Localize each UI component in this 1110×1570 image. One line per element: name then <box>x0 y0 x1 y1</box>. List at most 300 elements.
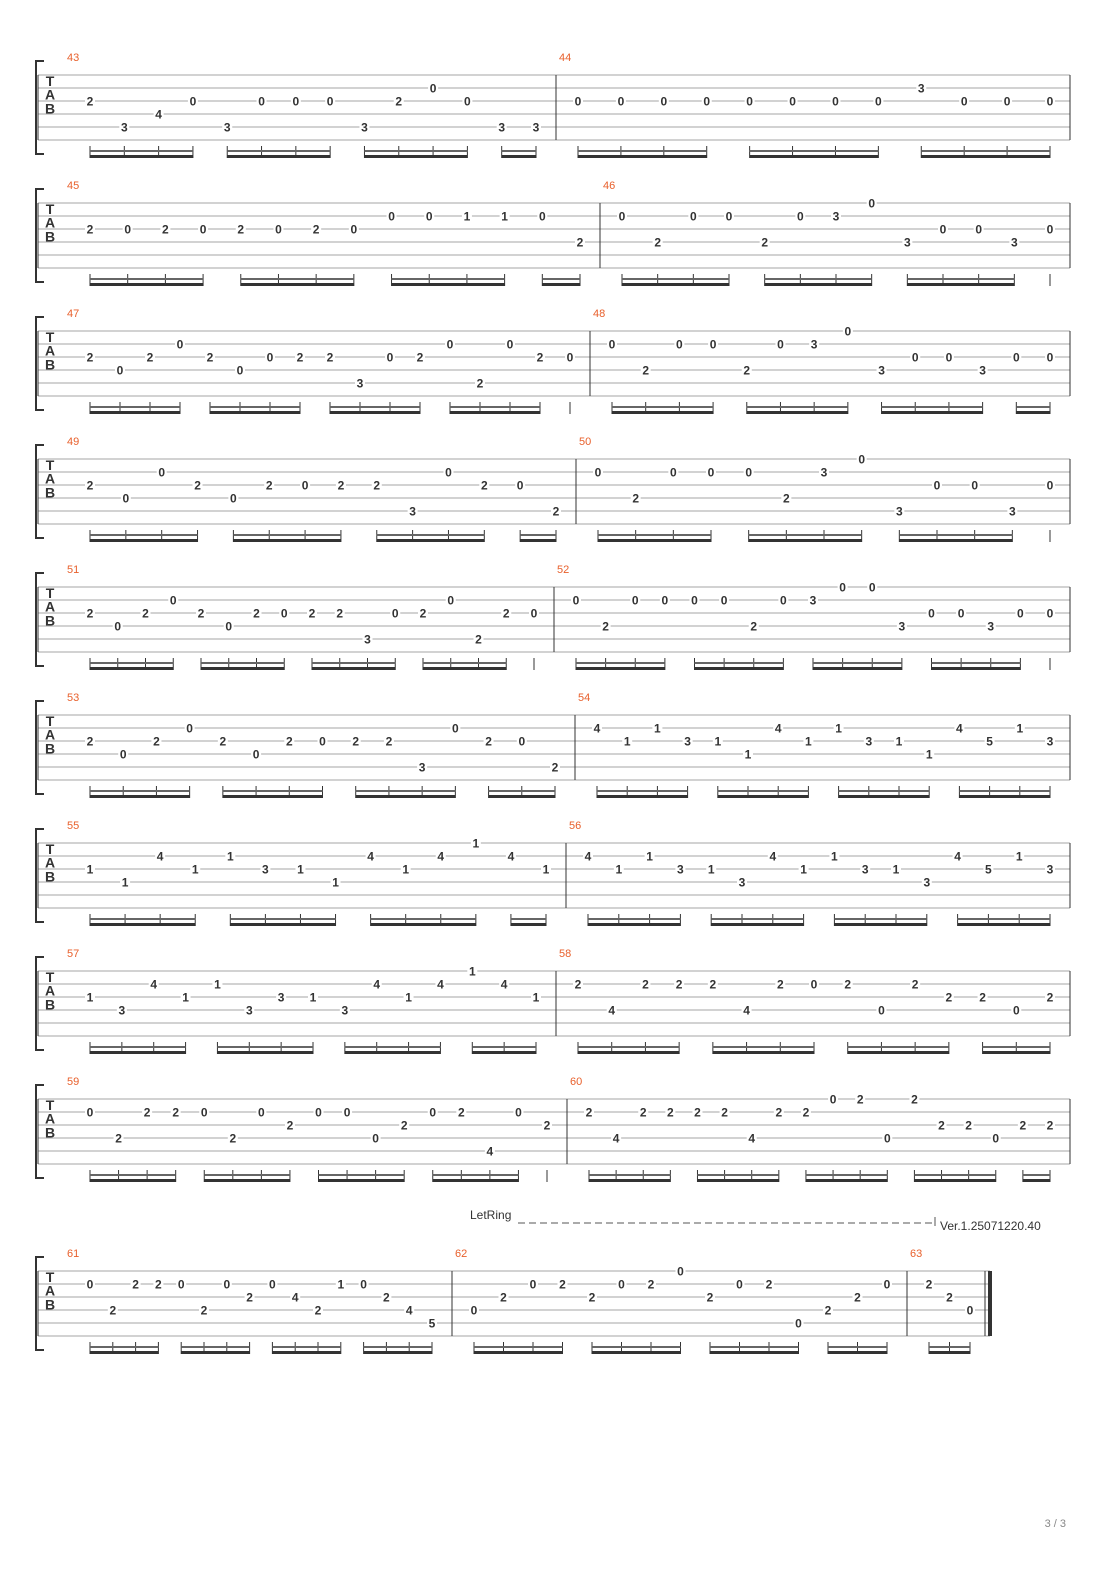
fret-number: 2 <box>253 606 260 621</box>
fret-number: 3 <box>738 875 746 890</box>
beam-secondary <box>450 406 540 408</box>
tab-clef-letter: A <box>44 726 56 743</box>
fret-number: 3 <box>1046 862 1054 877</box>
beam <box>371 923 476 926</box>
beam-secondary <box>330 406 420 408</box>
tab-clef-letter: A <box>44 214 56 231</box>
beam <box>90 1351 158 1354</box>
beam-secondary <box>589 1174 670 1176</box>
fret-number: 0 <box>883 1277 891 1292</box>
beam <box>474 1351 563 1354</box>
beam-secondary <box>848 1046 949 1048</box>
tab-clef-letter: A <box>44 1282 56 1299</box>
beam-secondary <box>272 1346 340 1348</box>
tab-clef-letter: B <box>44 356 56 373</box>
fret-number: 1 <box>714 734 722 749</box>
tab-system <box>36 820 1070 926</box>
tab-system <box>36 1076 1070 1182</box>
beam <box>90 155 193 158</box>
fret-number: 2 <box>143 1105 151 1120</box>
fret-number: 0 <box>199 222 207 237</box>
fret-number: 2 <box>761 235 769 250</box>
beam-secondary <box>914 1174 995 1176</box>
measure-number: 49 <box>67 436 80 448</box>
fret-number: 4 <box>291 1290 299 1305</box>
fret-number: 0 <box>86 1105 94 1120</box>
beam <box>330 411 420 414</box>
measure <box>67 52 556 158</box>
fret-number: 2 <box>925 1277 933 1292</box>
fret-number: 2 <box>585 1105 593 1120</box>
beam <box>319 1179 405 1182</box>
fret-number: 2 <box>153 734 160 749</box>
beam-secondary <box>223 790 323 792</box>
fret-number: 0 <box>566 350 574 365</box>
beam-secondary <box>90 150 193 152</box>
tab-system <box>36 308 1070 414</box>
fret-number: 0 <box>736 1277 743 1292</box>
measure-number: 54 <box>578 692 591 704</box>
fret-number: 2 <box>109 1303 117 1318</box>
fret-number: 2 <box>551 760 559 775</box>
fret-number: 1 <box>1015 849 1023 864</box>
fret-number: 1 <box>468 964 476 979</box>
beam-secondary <box>90 1174 176 1176</box>
fret-number: 2 <box>457 1105 465 1120</box>
fret-number: 2 <box>824 1303 832 1318</box>
fret-number: 0 <box>225 619 233 634</box>
fret-number: 3 <box>903 235 911 250</box>
fret-number: 0 <box>529 1277 537 1292</box>
fret-number: 1 <box>892 862 900 877</box>
beam <box>576 667 665 670</box>
beam <box>914 1179 995 1182</box>
fret-number: 1 <box>744 747 752 762</box>
fret-number: 0 <box>858 452 866 467</box>
fret-number: 0 <box>1046 478 1054 493</box>
fret-number: 2 <box>911 1092 918 1107</box>
fret-number: 2 <box>1046 990 1054 1005</box>
beam <box>718 795 809 798</box>
fret-number: 2 <box>400 1118 408 1133</box>
fret-number: 2 <box>194 478 201 493</box>
beam <box>312 667 395 670</box>
beam <box>711 923 803 926</box>
tab-clef-letter: A <box>44 86 56 103</box>
beam-secondary <box>765 278 872 280</box>
beam-secondary <box>210 406 300 408</box>
fret-number: 4 <box>373 977 381 992</box>
fret-number: 3 <box>923 875 931 890</box>
fret-number: 2 <box>142 606 149 621</box>
beam-secondary <box>217 1046 313 1048</box>
fret-number: 1 <box>615 862 623 877</box>
beam-secondary <box>90 662 173 664</box>
measure <box>569 820 1070 926</box>
measure <box>67 1248 452 1354</box>
fret-number: 0 <box>236 363 244 378</box>
fret-number: 4 <box>593 721 601 736</box>
beam-secondary <box>433 1174 519 1176</box>
beam-secondary <box>230 918 335 920</box>
fret-number: 1 <box>86 990 94 1005</box>
beam <box>223 795 323 798</box>
beam <box>848 1051 949 1054</box>
measure <box>67 436 576 542</box>
fret-number: 2 <box>776 977 784 992</box>
measure <box>67 692 575 798</box>
beam-secondary <box>319 1174 405 1176</box>
beam <box>90 795 190 798</box>
measure <box>67 1076 567 1182</box>
beam <box>233 539 341 542</box>
fret-number: 0 <box>1046 606 1054 621</box>
beam-secondary <box>983 1046 1050 1048</box>
fret-number: 1 <box>623 734 631 749</box>
measure <box>910 1248 990 1354</box>
fret-number: 2 <box>854 1290 861 1305</box>
fret-number: 2 <box>197 606 205 621</box>
fret-number: 4 <box>156 849 164 864</box>
fret-number: 0 <box>1003 94 1011 109</box>
fret-number: 0 <box>1046 222 1054 237</box>
beam <box>377 539 485 542</box>
fret-number: 2 <box>480 478 488 493</box>
fret-number: 0 <box>470 1303 478 1318</box>
fret-number: 3 <box>409 504 416 519</box>
fret-number: 0 <box>252 747 260 762</box>
fret-number: 3 <box>1046 734 1054 749</box>
fret-number: 2 <box>1046 1118 1054 1133</box>
beam <box>1016 411 1050 414</box>
fret-number: 4 <box>437 977 444 992</box>
beam <box>392 283 505 286</box>
measure-number: 60 <box>570 1076 583 1088</box>
measure <box>557 564 1070 670</box>
beam-secondary <box>576 662 665 664</box>
tab-clef-letter: A <box>44 342 56 359</box>
fret-number: 2 <box>86 606 94 621</box>
fret-number: 0 <box>158 465 166 480</box>
fret-number: 2 <box>395 94 403 109</box>
beam <box>834 923 926 926</box>
fret-number: 0 <box>530 606 538 621</box>
beam <box>750 155 879 158</box>
fret-number: 1 <box>501 209 508 224</box>
fret-number: 0 <box>515 1105 522 1120</box>
beam <box>472 1051 536 1054</box>
fret-number: 0 <box>939 222 947 237</box>
fret-number: 0 <box>425 209 433 224</box>
fret-number: 0 <box>446 337 454 352</box>
beam-secondary <box>711 918 803 920</box>
fret-number: 0 <box>319 734 326 749</box>
beam-secondary <box>371 918 476 920</box>
beam <box>622 283 729 286</box>
fret-number: 2 <box>965 1118 972 1133</box>
fret-number: 0 <box>1012 1003 1020 1018</box>
tab-clef-letter: T <box>45 73 55 89</box>
beam-secondary <box>90 1346 158 1348</box>
fret-number: 0 <box>709 337 717 352</box>
fret-number: 2 <box>642 977 649 992</box>
beam <box>241 283 354 286</box>
beam-secondary <box>204 1174 290 1176</box>
beam-secondary <box>356 790 456 792</box>
fret-number: 2 <box>115 1131 122 1146</box>
fret-number: 0 <box>777 337 784 352</box>
tab-system <box>36 52 1070 158</box>
fret-number: 1 <box>463 209 471 224</box>
fret-number: 2 <box>709 977 717 992</box>
fret-number: 3 <box>898 619 906 634</box>
fret-number: 1 <box>402 862 410 877</box>
fret-number: 2 <box>856 1092 864 1107</box>
tab-clef-letter: T <box>45 457 55 473</box>
fret-number: 0 <box>452 721 459 736</box>
fret-number: 1 <box>654 721 661 736</box>
fret-number: 1 <box>532 990 540 1005</box>
fret-number: 2 <box>326 350 334 365</box>
fret-number: 0 <box>572 593 580 608</box>
fret-number: 0 <box>1017 606 1024 621</box>
beam-secondary <box>90 790 190 792</box>
beam <box>1023 1179 1050 1182</box>
page-indicator: 3 / 3 <box>1044 1518 1066 1530</box>
fret-number: 1 <box>895 734 903 749</box>
fret-number: 2 <box>146 350 154 365</box>
fret-number: 3 <box>865 734 873 749</box>
tab-clef-letter: B <box>44 996 56 1013</box>
fret-number: 0 <box>1012 350 1020 365</box>
tab-clef-letter: A <box>44 1110 56 1127</box>
fret-number: 2 <box>265 478 273 493</box>
fret-number: 4 <box>155 107 162 122</box>
tab-clef-letter: B <box>44 868 56 885</box>
fret-number: 1 <box>707 862 715 877</box>
fret-number: 2 <box>642 363 650 378</box>
fret-number: 0 <box>703 94 711 109</box>
beam-secondary <box>834 918 926 920</box>
measure-number: 53 <box>67 692 80 704</box>
beam-secondary <box>90 534 198 536</box>
beam-secondary <box>312 662 395 664</box>
fret-number: 3 <box>356 376 364 391</box>
fret-number: 3 <box>118 1003 126 1018</box>
beam-secondary <box>747 406 848 408</box>
tab-system <box>36 1208 990 1354</box>
fret-number: 2 <box>602 619 609 634</box>
fret-number: 2 <box>286 1118 294 1133</box>
beam-secondary <box>612 406 713 408</box>
beam <box>272 1351 340 1354</box>
fret-number: 4 <box>774 721 782 736</box>
beam <box>90 283 203 286</box>
fret-number: 3 <box>361 120 368 135</box>
beam-secondary <box>749 534 862 536</box>
tab-clef-letter: T <box>45 969 55 985</box>
fret-number: 0 <box>326 94 334 109</box>
fret-number: 2 <box>1019 1118 1027 1133</box>
beam-secondary <box>882 406 983 408</box>
fret-number: 2 <box>308 606 316 621</box>
beam <box>907 283 1014 286</box>
beam <box>90 667 173 670</box>
fret-number: 0 <box>388 209 395 224</box>
measure-number: 46 <box>603 180 616 192</box>
fret-number: 1 <box>472 836 480 851</box>
fret-number: 3 <box>677 862 684 877</box>
fret-number: 0 <box>868 580 876 595</box>
measure <box>570 1076 1070 1182</box>
fret-number: 3 <box>832 209 840 224</box>
fret-number: 2 <box>675 977 683 992</box>
letring-label: LetRing <box>470 1208 512 1222</box>
fret-number: 0 <box>618 209 626 224</box>
fret-number: 0 <box>372 1131 379 1146</box>
fret-number: 0 <box>258 94 265 109</box>
measure <box>559 948 1070 1054</box>
fret-number: 2 <box>373 478 381 493</box>
fret-number: 2 <box>588 1290 596 1305</box>
fret-number: 2 <box>86 222 94 237</box>
tab-clef-letter: T <box>45 841 55 857</box>
fret-number: 3 <box>223 120 231 135</box>
fret-number: 0 <box>350 222 358 237</box>
fret-number: 0 <box>594 465 602 480</box>
fret-number: 2 <box>336 606 344 621</box>
beam-secondary <box>697 1174 778 1176</box>
fret-number: 2 <box>246 1290 253 1305</box>
measure-number: 51 <box>67 564 80 576</box>
beam <box>450 411 540 414</box>
fret-number: 4 <box>150 977 158 992</box>
fret-number: 3 <box>895 504 903 519</box>
beam <box>749 539 862 542</box>
beam-secondary <box>345 1046 441 1048</box>
beam <box>882 411 983 414</box>
beam-secondary <box>622 278 729 280</box>
fret-number: 2 <box>502 606 510 621</box>
beam <box>364 1351 432 1354</box>
fret-number: 0 <box>574 94 582 109</box>
beam-secondary <box>806 1174 887 1176</box>
beam <box>423 667 506 670</box>
fret-number: 0 <box>447 593 455 608</box>
beam-secondary <box>839 790 930 792</box>
beam <box>489 795 555 798</box>
fret-number: 2 <box>743 363 751 378</box>
measure-number: 62 <box>455 1248 468 1260</box>
beam <box>502 155 536 158</box>
beam <box>839 795 930 798</box>
beam <box>747 411 848 414</box>
fret-number: 2 <box>639 1105 647 1120</box>
measure <box>455 1248 907 1354</box>
beam-secondary <box>713 1046 814 1048</box>
fret-number: 0 <box>992 1131 1000 1146</box>
fret-number: 2 <box>229 1131 237 1146</box>
fret-number: 2 <box>132 1277 139 1292</box>
beam-secondary <box>511 918 546 920</box>
measure-number: 50 <box>579 436 592 448</box>
fret-number: 3 <box>878 363 885 378</box>
fret-number: 2 <box>200 1303 208 1318</box>
version-label: Ver.1.25071220.40 <box>940 1219 1041 1233</box>
fret-number: 0 <box>960 94 968 109</box>
fret-number: 3 <box>917 81 925 96</box>
beam-secondary <box>520 534 556 536</box>
tab-clef-letter: B <box>44 1296 56 1313</box>
fret-number: 0 <box>660 94 668 109</box>
fret-number: 2 <box>500 1290 507 1305</box>
fret-number: 0 <box>945 350 953 365</box>
tab-clef-letter: B <box>44 484 56 501</box>
measure-number: 48 <box>593 308 606 320</box>
fret-number: 1 <box>646 849 653 864</box>
measure-number: 55 <box>67 820 80 832</box>
fret-number: 4 <box>769 849 777 864</box>
tab-clef-letter: T <box>45 201 55 217</box>
beam <box>90 1179 176 1182</box>
fret-number: 5 <box>428 1316 436 1331</box>
beam <box>90 539 198 542</box>
fret-number: 0 <box>618 1277 625 1292</box>
fret-number: 3 <box>809 593 817 608</box>
fret-number: 0 <box>258 1105 265 1120</box>
tab-system <box>36 948 1070 1054</box>
fret-number: 3 <box>120 120 128 135</box>
fret-number: 3 <box>684 734 691 749</box>
fret-number: 1 <box>337 1277 345 1292</box>
tab-clef-letter: T <box>45 329 55 345</box>
beam <box>958 923 1050 926</box>
fret-number: 0 <box>720 593 728 608</box>
fret-number: 0 <box>829 1092 837 1107</box>
fret-number: 0 <box>661 593 669 608</box>
fret-number: 0 <box>86 1277 94 1292</box>
beam-secondary <box>958 918 1050 920</box>
fret-number: 3 <box>861 862 869 877</box>
tab-clef-letter: T <box>45 1097 55 1113</box>
fret-number: 0 <box>223 1277 231 1292</box>
beam <box>932 667 1021 670</box>
fret-number: 2 <box>337 478 345 493</box>
fret-number: 4 <box>367 849 374 864</box>
tab-clef-letter: A <box>44 854 56 871</box>
fret-number: 0 <box>169 593 177 608</box>
beam-secondary <box>364 150 467 152</box>
fret-number: 0 <box>971 478 979 493</box>
beam <box>230 923 335 926</box>
fret-number: 1 <box>835 721 842 736</box>
fret-number: 0 <box>689 209 697 224</box>
fret-number: 0 <box>124 222 132 237</box>
beam <box>181 1351 249 1354</box>
tab-system <box>36 180 1070 286</box>
fret-number: 4 <box>608 1003 616 1018</box>
beam-secondary <box>392 278 505 280</box>
fret-number: 4 <box>437 849 445 864</box>
fret-number: 3 <box>979 363 986 378</box>
beam-secondary <box>489 790 555 792</box>
fret-number: 2 <box>296 350 304 365</box>
beam-secondary <box>718 790 809 792</box>
fret-number: 2 <box>802 1105 810 1120</box>
measure <box>67 564 554 670</box>
fret-number: 3 <box>987 619 995 634</box>
fret-number: 0 <box>119 747 127 762</box>
